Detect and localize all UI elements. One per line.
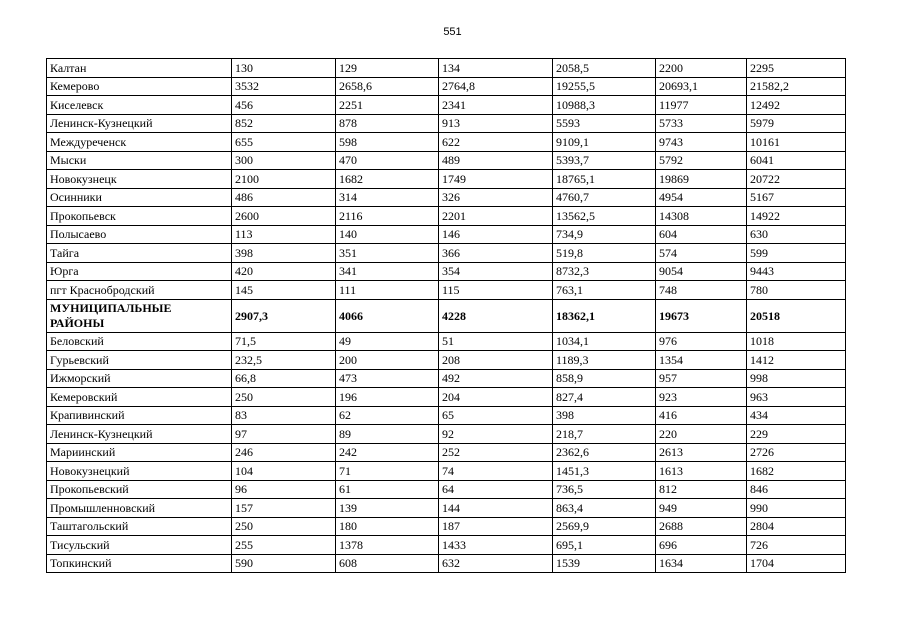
value-cell: 2726: [747, 443, 846, 462]
value-cell: 2201: [439, 207, 553, 226]
value-cell: 470: [336, 151, 439, 170]
table-row: [47, 59, 846, 78]
value-cell: 8732,3: [553, 262, 656, 281]
table-row: [47, 170, 846, 189]
value-cell: 2688: [656, 517, 747, 536]
table-row: [47, 281, 846, 300]
value-cell: 780: [747, 281, 846, 300]
value-cell: 250: [232, 388, 336, 407]
value-cell: 763,1: [553, 281, 656, 300]
table-row: [47, 151, 846, 170]
value-cell: 19255,5: [553, 77, 656, 96]
value-cell: 97: [232, 425, 336, 444]
value-cell: 232,5: [232, 351, 336, 370]
value-cell: 326: [439, 188, 553, 207]
value-cell: 655: [232, 133, 336, 152]
value-cell: 129: [336, 59, 439, 78]
value-cell: 351: [336, 244, 439, 263]
value-cell: 827,4: [553, 388, 656, 407]
table-row: [47, 225, 846, 244]
value-cell: 130: [232, 59, 336, 78]
value-cell: 492: [439, 369, 553, 388]
value-cell: 2569,9: [553, 517, 656, 536]
value-cell: 590: [232, 554, 336, 573]
value-cell: 1634: [656, 554, 747, 573]
table-row: [47, 425, 846, 444]
value-cell: 366: [439, 244, 553, 263]
value-cell: 398: [553, 406, 656, 425]
table-row: [47, 462, 846, 481]
value-cell: 83: [232, 406, 336, 425]
value-cell: 696: [656, 536, 747, 555]
value-cell: 2058,5: [553, 59, 656, 78]
value-cell: 1412: [747, 351, 846, 370]
value-cell: 218,7: [553, 425, 656, 444]
value-cell: 61: [336, 480, 439, 499]
value-cell: 113: [232, 225, 336, 244]
value-cell: 140: [336, 225, 439, 244]
value-cell: 204: [439, 388, 553, 407]
table-row: [47, 388, 846, 407]
value-cell: 398: [232, 244, 336, 263]
value-cell: 1704: [747, 554, 846, 573]
table-row: [47, 499, 846, 518]
row-name-cell: Ленинск-Кузнецкий: [47, 114, 232, 133]
row-name-cell: Новокузнецк: [47, 170, 232, 189]
value-cell: 9443: [747, 262, 846, 281]
table-row: [47, 369, 846, 388]
table-row: [47, 207, 846, 226]
value-cell: 242: [336, 443, 439, 462]
value-cell: 255: [232, 536, 336, 555]
table-row: [47, 188, 846, 207]
value-cell: 180: [336, 517, 439, 536]
row-name-cell: Калтан: [47, 59, 232, 78]
table-row: [47, 244, 846, 263]
value-cell: 139: [336, 499, 439, 518]
table-row: [47, 133, 846, 152]
row-name-cell: Кемеровский: [47, 388, 232, 407]
value-cell: 923: [656, 388, 747, 407]
value-cell: 2341: [439, 96, 553, 115]
value-cell: 519,8: [553, 244, 656, 263]
value-cell: 62: [336, 406, 439, 425]
value-cell: 96: [232, 480, 336, 499]
table-row: [47, 517, 846, 536]
page-number: 551: [443, 26, 462, 38]
value-cell: 157: [232, 499, 336, 518]
value-cell: 486: [232, 188, 336, 207]
table-row: [47, 443, 846, 462]
table-row: [47, 536, 846, 555]
value-cell: 4760,7: [553, 188, 656, 207]
value-cell: 71,5: [232, 332, 336, 351]
row-name-cell: Киселевск: [47, 96, 232, 115]
value-cell: 18765,1: [553, 170, 656, 189]
value-cell: 1613: [656, 462, 747, 481]
value-cell: 89: [336, 425, 439, 444]
data-table: [46, 58, 846, 573]
value-cell: 812: [656, 480, 747, 499]
value-cell: 1018: [747, 332, 846, 351]
row-name-cell: Мыски: [47, 151, 232, 170]
value-cell: 49: [336, 332, 439, 351]
value-cell: 3532: [232, 77, 336, 96]
table-row: [47, 114, 846, 133]
table-body: [47, 59, 846, 573]
value-cell: 1378: [336, 536, 439, 555]
value-cell: 949: [656, 499, 747, 518]
value-cell: 434: [747, 406, 846, 425]
value-cell: 6041: [747, 151, 846, 170]
row-name-cell: Ленинск-Кузнецкий: [47, 425, 232, 444]
value-cell: 65: [439, 406, 553, 425]
value-cell: 1451,3: [553, 462, 656, 481]
row-name-cell: Таштагольский: [47, 517, 232, 536]
value-cell: 341: [336, 262, 439, 281]
value-cell: 748: [656, 281, 747, 300]
value-cell: 2764,8: [439, 77, 553, 96]
value-cell: 229: [747, 425, 846, 444]
value-cell: 2907,3: [232, 299, 336, 332]
row-name-cell: Мариинский: [47, 443, 232, 462]
value-cell: 734,9: [553, 225, 656, 244]
value-cell: 852: [232, 114, 336, 133]
row-name-cell: Новокузнецкий: [47, 462, 232, 481]
value-cell: 5393,7: [553, 151, 656, 170]
value-cell: 957: [656, 369, 747, 388]
row-name-cell: Промышленновский: [47, 499, 232, 518]
value-cell: 846: [747, 480, 846, 499]
value-cell: 2362,6: [553, 443, 656, 462]
value-cell: 2295: [747, 59, 846, 78]
value-cell: 1539: [553, 554, 656, 573]
value-cell: 736,5: [553, 480, 656, 499]
value-cell: 92: [439, 425, 553, 444]
value-cell: 1189,3: [553, 351, 656, 370]
row-name-cell: Юрга: [47, 262, 232, 281]
value-cell: 250: [232, 517, 336, 536]
value-cell: 10988,3: [553, 96, 656, 115]
value-cell: 456: [232, 96, 336, 115]
value-cell: 5593: [553, 114, 656, 133]
value-cell: 64: [439, 480, 553, 499]
value-cell: 74: [439, 462, 553, 481]
value-cell: 104: [232, 462, 336, 481]
value-cell: 598: [336, 133, 439, 152]
value-cell: 726: [747, 536, 846, 555]
value-cell: 11977: [656, 96, 747, 115]
table-row: [47, 96, 846, 115]
value-cell: 354: [439, 262, 553, 281]
value-cell: 144: [439, 499, 553, 518]
value-cell: 21582,2: [747, 77, 846, 96]
value-cell: 5167: [747, 188, 846, 207]
value-cell: 14922: [747, 207, 846, 226]
value-cell: 220: [656, 425, 747, 444]
value-cell: 863,4: [553, 499, 656, 518]
value-cell: 12492: [747, 96, 846, 115]
value-cell: 300: [232, 151, 336, 170]
value-cell: 2613: [656, 443, 747, 462]
table-row: [47, 332, 846, 351]
table-row: [47, 554, 846, 573]
value-cell: 13562,5: [553, 207, 656, 226]
row-name-cell: Гурьевский: [47, 351, 232, 370]
value-cell: 2251: [336, 96, 439, 115]
value-cell: 146: [439, 225, 553, 244]
value-cell: 604: [656, 225, 747, 244]
value-cell: 187: [439, 517, 553, 536]
value-cell: 18362,1: [553, 299, 656, 332]
value-cell: 622: [439, 133, 553, 152]
value-cell: 4066: [336, 299, 439, 332]
value-cell: 990: [747, 499, 846, 518]
value-cell: 1749: [439, 170, 553, 189]
value-cell: 5792: [656, 151, 747, 170]
value-cell: 115: [439, 281, 553, 300]
value-cell: 19673: [656, 299, 747, 332]
table-row: [47, 77, 846, 96]
value-cell: 4228: [439, 299, 553, 332]
value-cell: 5733: [656, 114, 747, 133]
value-cell: 998: [747, 369, 846, 388]
value-cell: 473: [336, 369, 439, 388]
value-cell: 20518: [747, 299, 846, 332]
row-name-cell: Кемерово: [47, 77, 232, 96]
value-cell: 134: [439, 59, 553, 78]
value-cell: 20722: [747, 170, 846, 189]
row-name-cell: Прокопьевский: [47, 480, 232, 499]
value-cell: 963: [747, 388, 846, 407]
row-name-cell: Крапивинский: [47, 406, 232, 425]
value-cell: 2116: [336, 207, 439, 226]
value-cell: 111: [336, 281, 439, 300]
row-name-cell: Тайга: [47, 244, 232, 263]
value-cell: 208: [439, 351, 553, 370]
value-cell: 51: [439, 332, 553, 351]
row-name-cell: Прокопьевск: [47, 207, 232, 226]
value-cell: 14308: [656, 207, 747, 226]
value-cell: 66,8: [232, 369, 336, 388]
value-cell: 913: [439, 114, 553, 133]
value-cell: 976: [656, 332, 747, 351]
value-cell: 2658,6: [336, 77, 439, 96]
value-cell: 420: [232, 262, 336, 281]
row-name-cell: Полысаево: [47, 225, 232, 244]
row-name-cell: Ижморский: [47, 369, 232, 388]
value-cell: 5979: [747, 114, 846, 133]
row-name-cell: Тисульский: [47, 536, 232, 555]
value-cell: 574: [656, 244, 747, 263]
value-cell: 196: [336, 388, 439, 407]
value-cell: 695,1: [553, 536, 656, 555]
value-cell: 10161: [747, 133, 846, 152]
value-cell: 200: [336, 351, 439, 370]
value-cell: 9109,1: [553, 133, 656, 152]
value-cell: 489: [439, 151, 553, 170]
value-cell: 2804: [747, 517, 846, 536]
row-name-cell: Междуреченск: [47, 133, 232, 152]
value-cell: 1682: [336, 170, 439, 189]
value-cell: 71: [336, 462, 439, 481]
table-row: [47, 480, 846, 499]
section-row: [47, 299, 846, 332]
row-name-cell: пгт Краснобродский: [47, 281, 232, 300]
value-cell: 1034,1: [553, 332, 656, 351]
row-name-cell: Топкинский: [47, 554, 232, 573]
row-name-cell: МУНИЦИПАЛЬНЫЕ РАЙОНЫ: [47, 299, 232, 332]
value-cell: 145: [232, 281, 336, 300]
value-cell: 9054: [656, 262, 747, 281]
value-cell: 1682: [747, 462, 846, 481]
value-cell: 4954: [656, 188, 747, 207]
value-cell: 599: [747, 244, 846, 263]
value-cell: 608: [336, 554, 439, 573]
value-cell: 632: [439, 554, 553, 573]
value-cell: 2600: [232, 207, 336, 226]
value-cell: 1354: [656, 351, 747, 370]
row-name-cell: Осинники: [47, 188, 232, 207]
value-cell: 246: [232, 443, 336, 462]
value-cell: 314: [336, 188, 439, 207]
table-row: [47, 351, 846, 370]
value-cell: 252: [439, 443, 553, 462]
value-cell: 20693,1: [656, 77, 747, 96]
table-row: [47, 406, 846, 425]
value-cell: 19869: [656, 170, 747, 189]
value-cell: 2100: [232, 170, 336, 189]
row-name-cell: Беловский: [47, 332, 232, 351]
value-cell: 1433: [439, 536, 553, 555]
value-cell: 2200: [656, 59, 747, 78]
value-cell: 858,9: [553, 369, 656, 388]
value-cell: 416: [656, 406, 747, 425]
table-row: [47, 262, 846, 281]
value-cell: 9743: [656, 133, 747, 152]
value-cell: 630: [747, 225, 846, 244]
value-cell: 878: [336, 114, 439, 133]
